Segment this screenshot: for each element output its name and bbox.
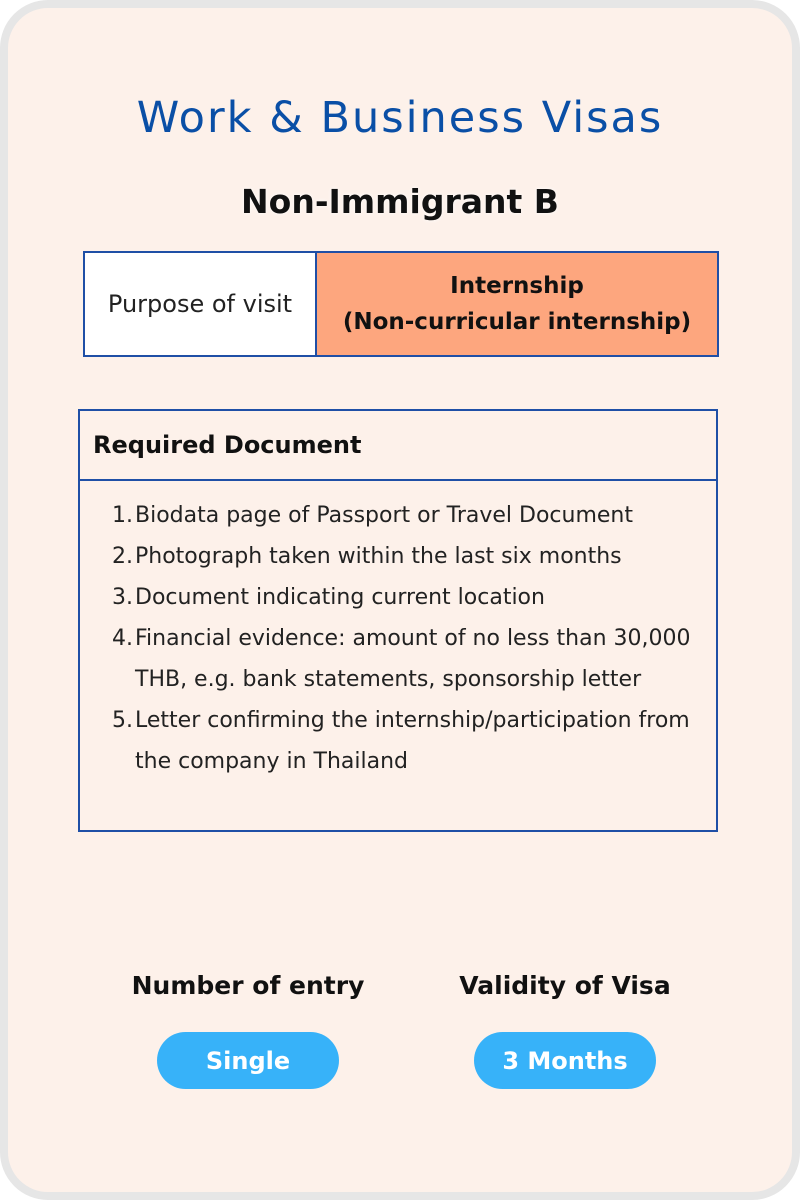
list-item [80,577,716,618]
purpose-label: Purpose of visit [85,253,317,355]
required-documents-box [78,409,718,832]
list-item [80,495,716,536]
list-item-number: 4. [112,626,133,651]
list-item-number: 2. [112,544,133,569]
list-item-text: Letter confirming the internship/participation from the company in Thailand [135,708,690,774]
entry-info [118,962,378,1089]
validity-value-badge: 3 Months [474,1032,656,1089]
visa-type-subtitle: Non-Immigrant B [241,182,559,221]
list-item [80,536,716,577]
validity-info [435,962,695,1089]
required-documents-list [80,481,716,782]
list-item [80,618,716,700]
entry-value-badge: Single [157,1032,339,1089]
list-item-text: Photograph taken within the last six months [135,544,622,569]
page-title: Work & Business Visas [136,93,664,143]
list-item-number: 1. [112,503,133,528]
entry-label: Number of entry [131,971,365,1000]
purpose-table [83,251,719,357]
purpose-value-line1: Internship [450,273,584,299]
purpose-value-line2: (Non-curricular internship) [342,309,692,335]
required-documents-heading: Required Document [80,411,716,481]
list-item-number: 3. [112,585,133,610]
list-item-number: 5. [112,708,133,733]
list-item-text: Biodata page of Passport or Travel Document [135,503,633,528]
purpose-value [317,253,717,355]
validity-label: Validity of Visa [459,971,671,1000]
list-item-text: Financial evidence: amount of no less than 30,000 THB, e.g. bank statements, sponsorship letter [135,626,691,692]
list-item-text: Document indicating current location [135,585,545,610]
list-item [80,700,716,782]
